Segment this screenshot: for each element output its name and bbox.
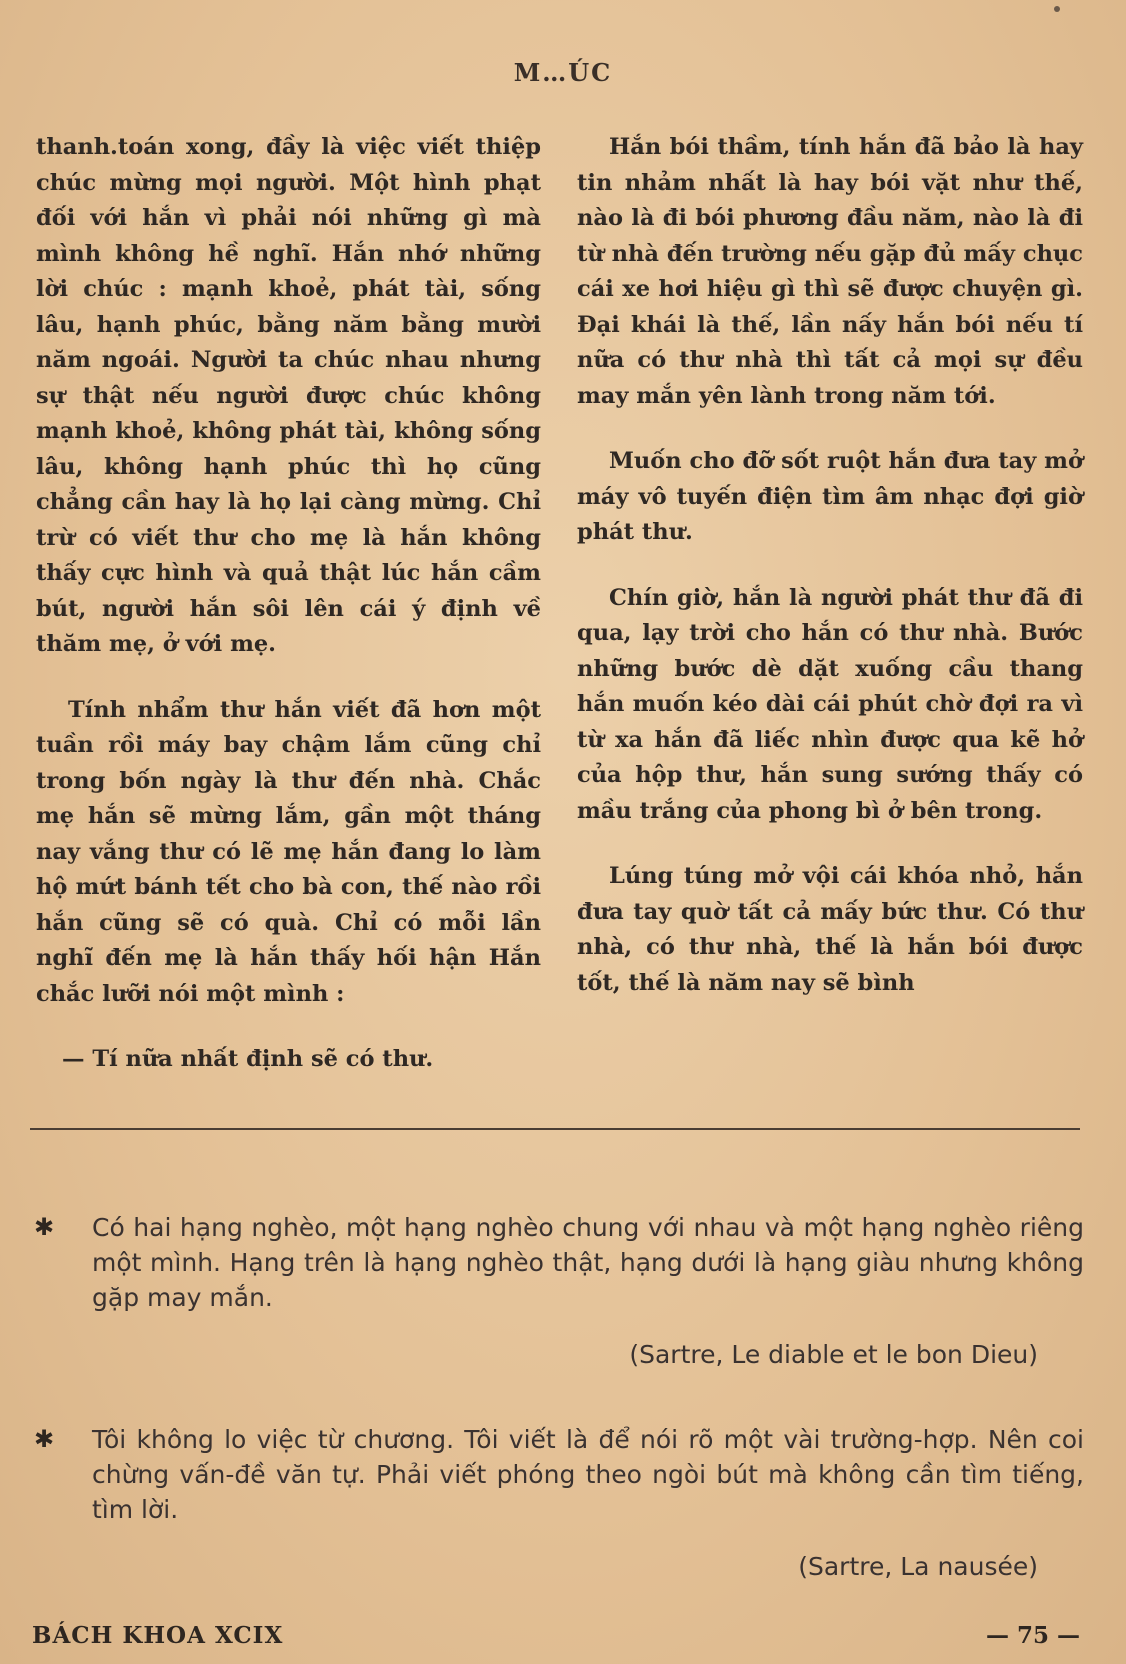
asterisk-icon: ✱ [34,1425,55,1453]
quote-text: Tôi không lo việc từ chương. Tôi viết là để nói rõ một vài trường-hợp. Nên coi chừng vấn-đề văn tự. Phải viết phóng theo ngòi bút mà không cần tìm tiếng, tìm lời. [92,1425,1084,1524]
page-number: — 75 — [985,1622,1080,1649]
body-paragraph: Muốn cho đỡ sốt ruột hắn đưa tay mở máy vô tuyến điện tìm âm nhạc đợi giờ phát thư. [577,448,1083,545]
print-speck [1054,6,1060,12]
quote-citation: (Sartre, La nausée) [798,1552,1038,1581]
quote-citation: (Sartre, Le diable et le bon Dieu) [629,1340,1038,1369]
quote-text: Có hai hạng nghèo, một hạng nghèo chung với nhau và một hạng nghèo riêng một mình. Hạng trên là hạng nghèo thật, hạng dưới là hạng giàu nhưng không gặp may mắn. [92,1213,1084,1312]
quote-block [34,1210,1084,1372]
body-paragraph: Lúng túng mở vội cái khóa nhỏ, hắn đưa tay quờ tất cả mấy bức thư. Có thư nhà, có thư nhà, thế là hắn bói được tốt, thế là năm nay sẽ bình [577,863,1083,996]
publication-name: BÁCH KHOA XCIX [32,1622,284,1649]
body-paragraph: Hắn bói thầm, tính hắn đã bảo là hay tin nhảm nhất là hay bói vặt như thế, nào là đi bói phương đầu năm, nào là đi từ nhà đến trường nếu gặp đủ mấy chục cái xe hơi hiệu gì thì sẽ được chuyện gì. Đại khái là thế, lần nấy hắn bói nếu tí nữa có thư nhà thì tất cả mọi sự đều may mắn yên lành trong năm tới. [577,134,1083,409]
running-title: M…ÚC [513,58,613,87]
left-column [36,130,541,1108]
section-divider [30,1128,1080,1130]
body-paragraph: Tính nhẩm thư hắn viết đã hơn một tuần rồi máy bay chậm lắm cũng chỉ trong bốn ngày là thư đến nhà. Chắc mẹ hắn sẽ mừng lắm, gần một tháng nay vắng thư có lẽ mẹ hắn đang lo làm hộ mứt bánh tết cho bà con, thế nào rồi hắn cũng sẽ có quà. Chỉ có mỗi lần nghĩ đến mẹ là hắn thấy hối hận Hắn chắc lưỡi nói một mình : [36,696,541,1007]
quote-block [34,1422,1084,1584]
right-column [577,130,1083,1031]
body-paragraph: Chín giờ, hắn là người phát thư đã đi qua, lạy trời cho hắn có thư nhà. Bước những bước dè dặt xuống cầu thang hắn muốn kéo dài cái phút chờ đợi ra vì từ xa hắn đã liếc nhìn được qua kẽ hở của hộp thư, hắn sung sướng thấy có mầu trắng của phong bì ở bên trong. [577,584,1083,824]
asterisk-icon: ✱ [34,1213,55,1241]
dialog-line: — Tí nữa nhất định sẽ có thư. [62,1046,434,1072]
body-paragraph: thanh.toán xong, đầy là việc viết thiệp chúc mừng mọi người. Một hình phạt đối với hắn vì phải nói những gì mà mình không hề nghĩ. Hắn nhớ những lời chúc : mạnh khoẻ, phát tài, sống lâu, hạnh phúc, bằng năm bằng mười năm ngoái. Người ta chúc nhau nhưng sự thật nếu người được chúc không mạnh khoẻ, không phát tài, không sống lâu, không hạnh phúc thì họ cũng chẳng cần hay là họ lại càng mừng. Chỉ trừ có viết thư cho mẹ là hắn không thấy cực hình và quả thật lúc hắn cầm bút, người hắn sôi lên cái ý định về thăm mẹ, ở với mẹ. [36,134,541,657]
